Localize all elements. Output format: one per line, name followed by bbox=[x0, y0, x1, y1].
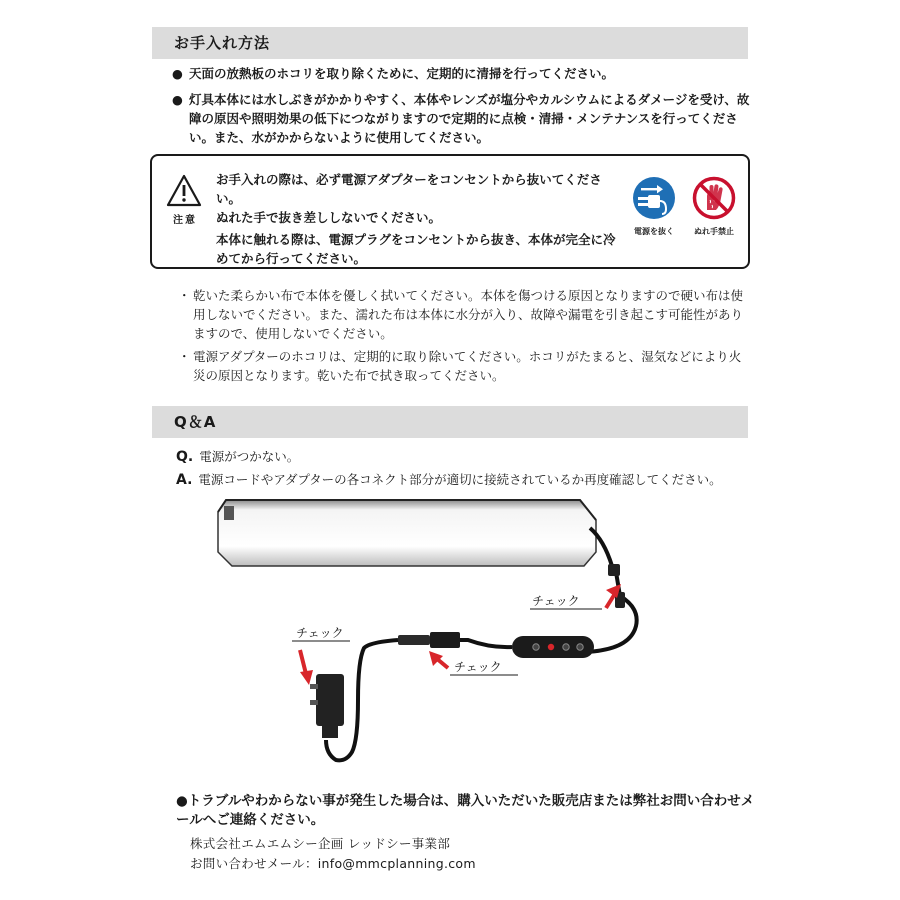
bullet-mark: ● bbox=[172, 92, 183, 107]
unplug-label: 電源を抜く bbox=[634, 227, 674, 236]
check-label-3: チェック bbox=[296, 626, 344, 640]
section-header-care: お手入れ方法 bbox=[152, 27, 748, 59]
no-wet-hands-label: ぬれ手禁止 bbox=[694, 227, 734, 236]
question-mark: Q. bbox=[176, 449, 194, 465]
check-label-1: チェック bbox=[532, 594, 580, 608]
answer-mark: A. bbox=[176, 472, 193, 488]
controller bbox=[512, 636, 594, 658]
care-bullet-text: 天面の放熱板のホコリを取り除くために、定期的に清掃を行ってください。 bbox=[189, 66, 615, 81]
warning-label: 注意 bbox=[173, 215, 197, 226]
led-light-bar bbox=[218, 500, 596, 566]
warning-line-1: お手入れの際は、必ず電源アダプターをコンセントから抜いてください。 bbox=[216, 172, 602, 206]
support-message: ●トラブルやわからない事が発生した場合は、購入いただいた販売店または弊社お問い合わせメールへご連絡ください。 bbox=[176, 793, 755, 828]
bar-connector bbox=[608, 564, 620, 576]
section-header-qa: Q＆A bbox=[152, 406, 748, 438]
warning-line-3: 本体に触れる際は、電源プラグをコンセントから抜き、本体が完全に冷めてから行ってください。 bbox=[216, 232, 616, 266]
dc-connector-male bbox=[398, 635, 430, 645]
contact-email[interactable]: お問い合わせメール：info@mmcplanning.com bbox=[190, 856, 476, 871]
check-arrow-3 bbox=[300, 650, 313, 685]
answer-text: 電源コードやアダプターの各コネクト部分が適切に接続されているか再度確認してください。 bbox=[198, 472, 722, 487]
care-bullet-text: 灯具本体には水しぶきがかかりやすく、本体やレンズが塩分やカルシウムによるダメージを受け、故障の原因や照明効果の低下につながりますので定期的に点検・清掃・メンテナンスを行ってください。また、水がかからないように使用してください。 bbox=[189, 92, 750, 145]
dc-connector-female bbox=[430, 632, 460, 648]
note-mark: ・ bbox=[178, 349, 191, 364]
bullet-mark: ● bbox=[172, 66, 183, 81]
note-mark: ・ bbox=[178, 288, 191, 303]
power-adapter bbox=[310, 674, 344, 738]
check-arrow-2 bbox=[429, 651, 448, 668]
question-text: 電源がつかない。 bbox=[199, 449, 300, 464]
check-label-2: チェック bbox=[454, 660, 502, 674]
care-note-text: 電源アダプターのホコリは、定期的に取り除いてください。ホコリがたまると、湿気などにより火災の原因となります。乾いた布で拭き取ってください。 bbox=[193, 349, 742, 383]
company-name: 株式会社エムエムシー企画 レッドシー事業部 bbox=[190, 836, 451, 851]
care-note-text: 乾いた柔らかい布で本体を優しく拭いてください。本体を傷つける原因となりますので硬い布は使用しないでください。また、濡れた布は本体に水分が入り、故障や漏電を引き起こす可能性がありますので、使用しないでください。 bbox=[193, 288, 744, 341]
warning-line-2: ぬれた手で抜き差ししないでください。 bbox=[216, 210, 442, 225]
